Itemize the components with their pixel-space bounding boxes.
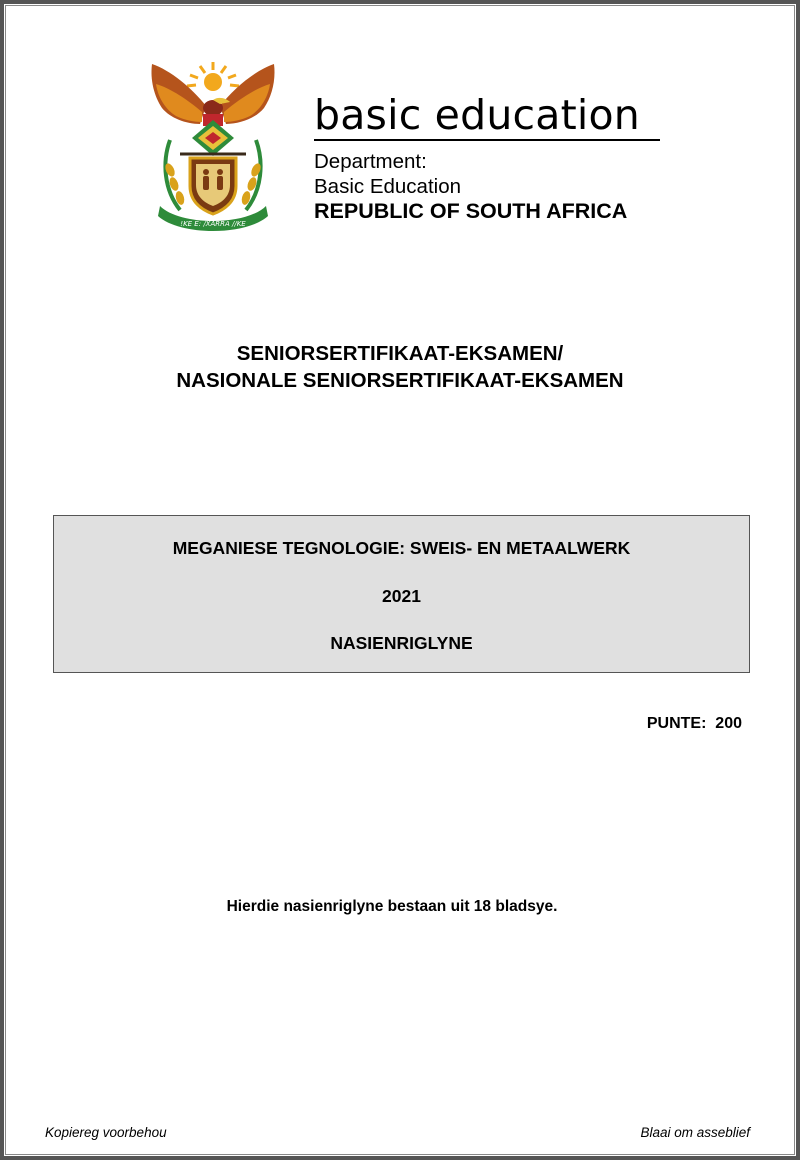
country-name: REPUBLIC OF SOUTH AFRICA [314,199,628,223]
document-type: NASIENRIGLYNE [330,633,473,653]
subject-name: MEGANIESE TEGNOLOGIE: SWEIS- EN METAALWERK [172,538,631,558]
shield-icon [190,158,236,214]
exam-title-line-1: SENIORSERTIFIKAAT-EKSAMEN/ [236,342,564,365]
subject-info-box [53,515,750,673]
footer-turn-over: Blaai om asseblief [640,1125,750,1140]
page-count-note: Hierdie nasienriglyne bestaan uit 18 bladsye. [226,898,558,915]
brand-rule [314,139,660,141]
total-marks: PUNTE: 200 [646,715,742,732]
protea-icon [192,120,234,156]
exam-title [0,340,800,394]
exam-year: 2021 [382,586,421,606]
brand-title: basic education [314,91,640,139]
sun-icon [187,62,239,91]
footer-copyright: Kopiereg voorbehou [45,1125,167,1140]
svg-text:!KE E: /XARRA //KE: !KE E: /XARRA //KE [180,220,246,228]
department-name: Basic Education [314,175,462,198]
department-brand [314,92,664,224]
coat-of-arms-icon [140,58,286,236]
department-line: Department: [314,150,427,173]
exam-title-line-2: NASIONALE SENIORSERTIFIKAAT-EKSAMEN [176,369,624,392]
